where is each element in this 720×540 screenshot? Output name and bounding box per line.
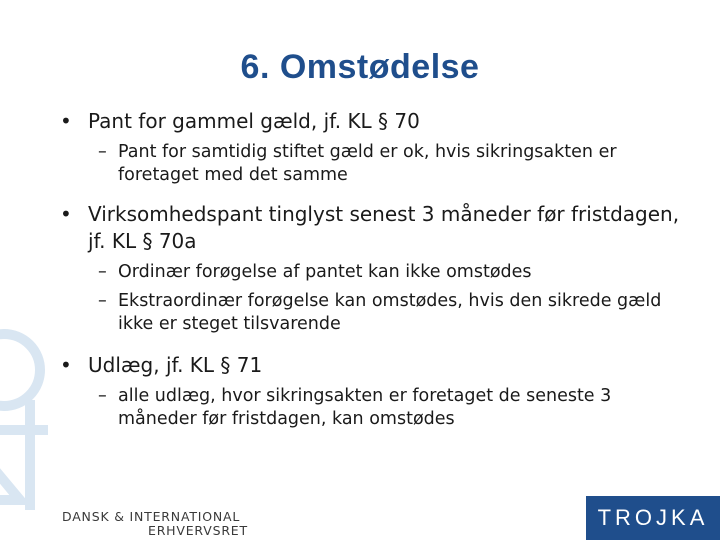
sub-bullet-item <box>60 261 690 284</box>
slide-title: 6. Omstødelse <box>240 48 480 86</box>
sub-bullet-text: Ekstraordinær forøgelse kan omstødes, hvis den sikrede gæld ikke er steget tilsvarende <box>118 291 662 334</box>
bullet-marker: • <box>60 353 72 377</box>
sub-bullet-text: alle udlæg, hvor sikringsakten er foretaget de seneste 3 måneder før fristdagen, kan omstødes <box>118 386 612 429</box>
dash-marker: – <box>98 291 107 311</box>
trojka-logo <box>586 496 720 540</box>
bullet-marker: • <box>60 202 72 226</box>
slide-body <box>60 104 690 431</box>
dash-marker: – <box>98 142 107 162</box>
sub-bullet-text: Ordinær forøgelse af pantet kan ikke omstødes <box>118 262 532 282</box>
bullet-text: Udlæg, jf. KL § 71 <box>88 353 263 377</box>
dash-marker: – <box>98 386 107 406</box>
justice-scale-watermark-icon <box>0 300 60 520</box>
bullet-item <box>60 352 690 379</box>
dansk-international-erhvervsret-logo <box>62 510 248 538</box>
sub-bullet-item <box>60 141 690 187</box>
sub-bullet-item <box>60 385 690 431</box>
bullet-item <box>60 108 690 135</box>
trojka-logo-text: TROJKA <box>597 505 709 530</box>
bullet-item <box>60 201 690 255</box>
bullet-text: Pant for gammel gæld, jf. KL § 70 <box>88 109 420 133</box>
bullet-marker: • <box>60 109 72 133</box>
bullet-text: Virksomhedspant tinglyst senest 3 måneder før fristdagen, jf. KL § 70a <box>88 202 680 253</box>
sub-bullet-item <box>60 290 690 336</box>
sub-bullet-text: Pant for samtidig stiftet gæld er ok, hvis sikringsakten er foretaget med det samme <box>118 142 617 185</box>
logo-line-2: ERHVERVSRET <box>148 523 248 538</box>
logo-line-1: DANSK & INTERNATIONAL <box>62 509 241 524</box>
dash-marker: – <box>98 262 107 282</box>
